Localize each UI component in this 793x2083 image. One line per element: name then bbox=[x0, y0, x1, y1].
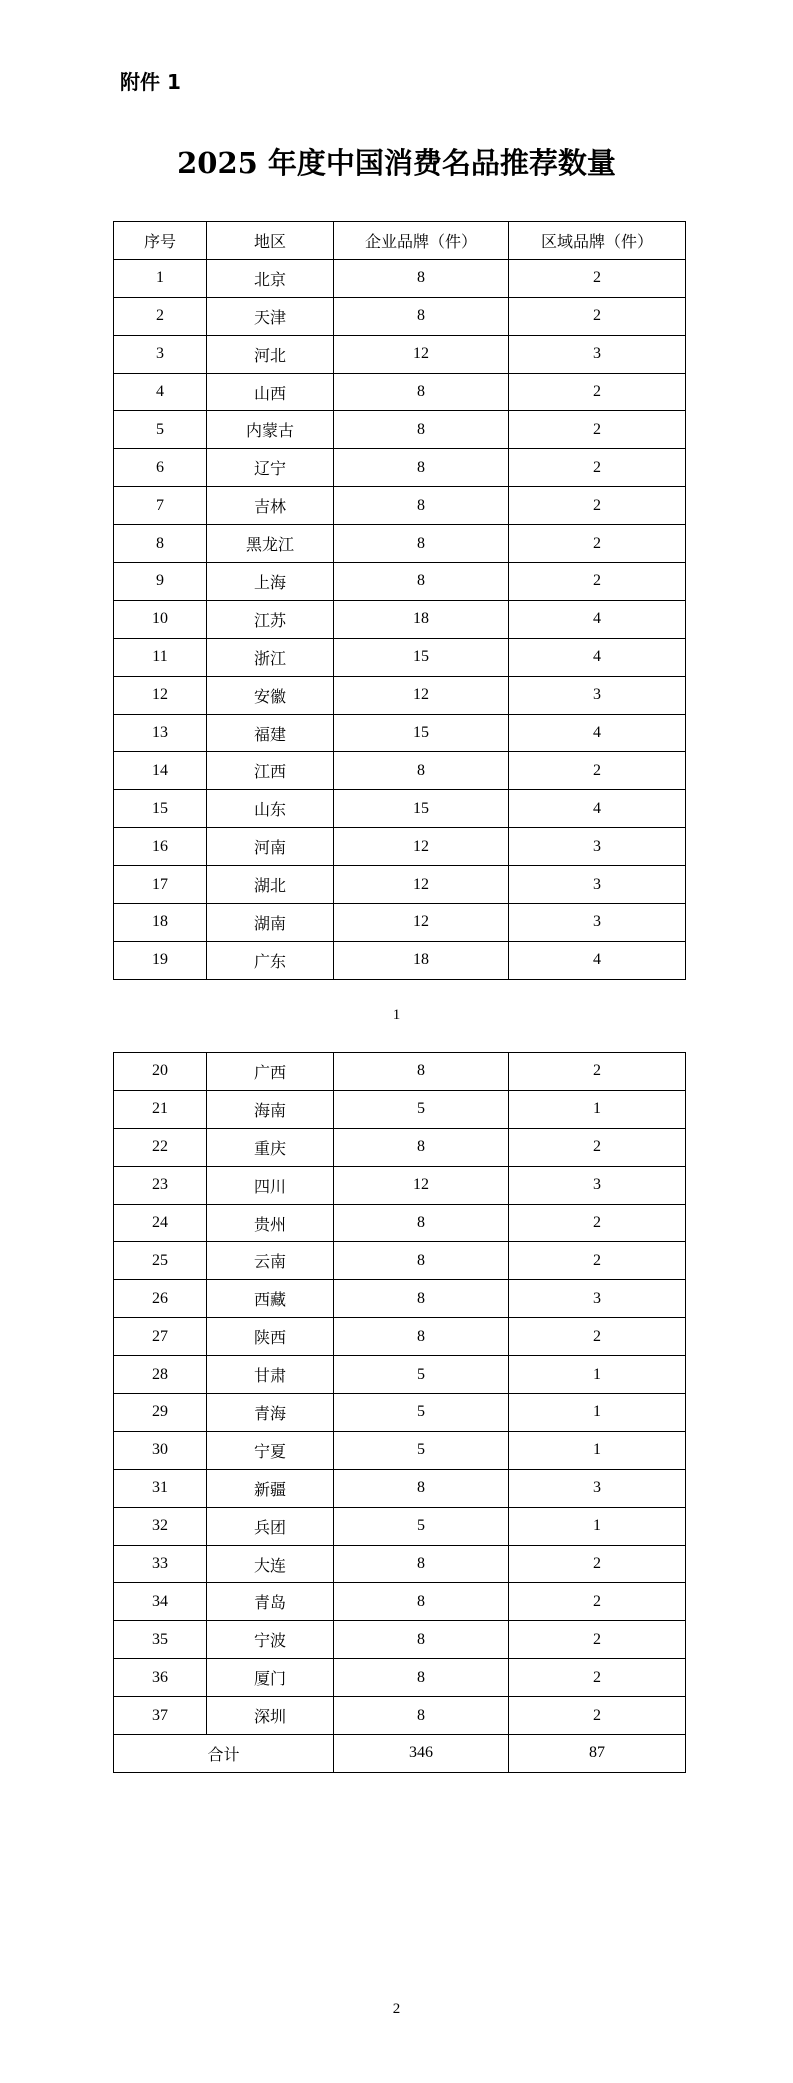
table-row bbox=[114, 335, 686, 373]
cell-region: 江苏 bbox=[207, 600, 334, 638]
table-row bbox=[114, 1469, 686, 1507]
cell-region: 山西 bbox=[207, 373, 334, 411]
cell-region: 四川 bbox=[207, 1166, 334, 1204]
cell-region: 辽宁 bbox=[207, 449, 334, 487]
cell-enterprise-brands: 8 bbox=[334, 1204, 509, 1242]
table-row bbox=[114, 1394, 686, 1432]
cell-regional-brands: 2 bbox=[509, 525, 686, 563]
cell-region: 湖北 bbox=[207, 866, 334, 904]
brand-count-table-page1 bbox=[113, 221, 686, 980]
cell-regional-brands: 2 bbox=[509, 1242, 686, 1280]
table-row bbox=[114, 904, 686, 942]
attachment-label: 附件 1 bbox=[120, 70, 181, 94]
table-row bbox=[114, 1356, 686, 1394]
table-header-row bbox=[114, 222, 686, 260]
cell-enterprise-brands: 5 bbox=[334, 1507, 509, 1545]
page-number: 1 bbox=[392, 1007, 401, 1023]
cell-enterprise-brands: 15 bbox=[334, 638, 509, 676]
cell-index: 22 bbox=[114, 1128, 207, 1166]
table-row bbox=[114, 676, 686, 714]
cell-index: 34 bbox=[114, 1583, 207, 1621]
cell-regional-brands: 3 bbox=[509, 866, 686, 904]
cell-index: 9 bbox=[114, 563, 207, 601]
cell-index: 1 bbox=[114, 259, 207, 297]
cell-enterprise-brands: 8 bbox=[334, 1697, 509, 1735]
cell-region: 青海 bbox=[207, 1394, 334, 1432]
cell-regional-brands: 4 bbox=[509, 790, 686, 828]
cell-region: 江西 bbox=[207, 752, 334, 790]
cell-region: 山东 bbox=[207, 790, 334, 828]
cell-enterprise-brands: 8 bbox=[334, 525, 509, 563]
cell-index: 13 bbox=[114, 714, 207, 752]
cell-index: 16 bbox=[114, 828, 207, 866]
cell-region: 宁波 bbox=[207, 1621, 334, 1659]
total-regional: 87 bbox=[509, 1735, 686, 1773]
cell-region: 福建 bbox=[207, 714, 334, 752]
cell-regional-brands: 3 bbox=[509, 904, 686, 942]
cell-region: 贵州 bbox=[207, 1204, 334, 1242]
cell-enterprise-brands: 8 bbox=[334, 1545, 509, 1583]
cell-index: 10 bbox=[114, 600, 207, 638]
table-row bbox=[114, 866, 686, 904]
cell-index: 30 bbox=[114, 1431, 207, 1469]
cell-index: 8 bbox=[114, 525, 207, 563]
cell-enterprise-brands: 8 bbox=[334, 752, 509, 790]
cell-index: 7 bbox=[114, 487, 207, 525]
cell-index: 36 bbox=[114, 1659, 207, 1697]
table-row bbox=[114, 373, 686, 411]
cell-index: 15 bbox=[114, 790, 207, 828]
cell-region: 云南 bbox=[207, 1242, 334, 1280]
table-row bbox=[114, 1507, 686, 1545]
cell-index: 23 bbox=[114, 1166, 207, 1204]
cell-region: 北京 bbox=[207, 259, 334, 297]
cell-index: 14 bbox=[114, 752, 207, 790]
cell-enterprise-brands: 12 bbox=[334, 866, 509, 904]
cell-regional-brands: 2 bbox=[509, 1697, 686, 1735]
cell-index: 2 bbox=[114, 297, 207, 335]
cell-region: 河北 bbox=[207, 335, 334, 373]
cell-region: 西藏 bbox=[207, 1280, 334, 1318]
cell-regional-brands: 2 bbox=[509, 297, 686, 335]
table-row bbox=[114, 1697, 686, 1735]
cell-regional-brands: 2 bbox=[509, 1053, 686, 1091]
cell-index: 29 bbox=[114, 1394, 207, 1432]
cell-index: 31 bbox=[114, 1469, 207, 1507]
cell-regional-brands: 3 bbox=[509, 1469, 686, 1507]
cell-index: 28 bbox=[114, 1356, 207, 1394]
cell-enterprise-brands: 5 bbox=[334, 1356, 509, 1394]
cell-region: 吉林 bbox=[207, 487, 334, 525]
cell-regional-brands: 2 bbox=[509, 373, 686, 411]
cell-regional-brands: 4 bbox=[509, 941, 686, 979]
cell-enterprise-brands: 5 bbox=[334, 1394, 509, 1432]
cell-regional-brands: 1 bbox=[509, 1507, 686, 1545]
cell-regional-brands: 2 bbox=[509, 1621, 686, 1659]
cell-index: 20 bbox=[114, 1053, 207, 1091]
cell-regional-brands: 4 bbox=[509, 600, 686, 638]
cell-region: 兵团 bbox=[207, 1507, 334, 1545]
cell-regional-brands: 2 bbox=[509, 1204, 686, 1242]
cell-regional-brands: 2 bbox=[509, 449, 686, 487]
cell-index: 11 bbox=[114, 638, 207, 676]
cell-enterprise-brands: 5 bbox=[334, 1090, 509, 1128]
header-region: 地区 bbox=[207, 222, 334, 260]
cell-region: 重庆 bbox=[207, 1128, 334, 1166]
cell-enterprise-brands: 8 bbox=[334, 259, 509, 297]
cell-region: 青岛 bbox=[207, 1583, 334, 1621]
cell-regional-brands: 4 bbox=[509, 638, 686, 676]
cell-enterprise-brands: 15 bbox=[334, 790, 509, 828]
table-row bbox=[114, 1204, 686, 1242]
cell-enterprise-brands: 8 bbox=[334, 1621, 509, 1659]
cell-enterprise-brands: 12 bbox=[334, 676, 509, 714]
cell-index: 6 bbox=[114, 449, 207, 487]
cell-regional-brands: 1 bbox=[509, 1090, 686, 1128]
cell-region: 厦门 bbox=[207, 1659, 334, 1697]
cell-region: 广东 bbox=[207, 941, 334, 979]
cell-enterprise-brands: 12 bbox=[334, 828, 509, 866]
cell-enterprise-brands: 8 bbox=[334, 411, 509, 449]
cell-index: 19 bbox=[114, 941, 207, 979]
cell-regional-brands: 2 bbox=[509, 563, 686, 601]
cell-enterprise-brands: 8 bbox=[334, 1469, 509, 1507]
total-label: 合计 bbox=[114, 1735, 334, 1773]
table-row bbox=[114, 828, 686, 866]
header-enterprise-brands: 企业品牌（件） bbox=[334, 222, 509, 260]
brand-count-table-page2 bbox=[113, 1052, 686, 1773]
table-row bbox=[114, 714, 686, 752]
cell-regional-brands: 2 bbox=[509, 259, 686, 297]
cell-index: 37 bbox=[114, 1697, 207, 1735]
cell-regional-brands: 3 bbox=[509, 1166, 686, 1204]
cell-region: 陕西 bbox=[207, 1318, 334, 1356]
cell-region: 宁夏 bbox=[207, 1431, 334, 1469]
table-row bbox=[114, 600, 686, 638]
cell-enterprise-brands: 8 bbox=[334, 1128, 509, 1166]
table-row bbox=[114, 449, 686, 487]
cell-enterprise-brands: 8 bbox=[334, 1659, 509, 1697]
cell-region: 大连 bbox=[207, 1545, 334, 1583]
cell-region: 上海 bbox=[207, 563, 334, 601]
cell-index: 21 bbox=[114, 1090, 207, 1128]
cell-index: 33 bbox=[114, 1545, 207, 1583]
cell-enterprise-brands: 8 bbox=[334, 373, 509, 411]
cell-region: 天津 bbox=[207, 297, 334, 335]
table-row bbox=[114, 1090, 686, 1128]
table-row bbox=[114, 1242, 686, 1280]
cell-index: 32 bbox=[114, 1507, 207, 1545]
table-row bbox=[114, 1583, 686, 1621]
cell-regional-brands: 3 bbox=[509, 828, 686, 866]
cell-index: 4 bbox=[114, 373, 207, 411]
cell-enterprise-brands: 12 bbox=[334, 904, 509, 942]
table-row bbox=[114, 1431, 686, 1469]
cell-region: 新疆 bbox=[207, 1469, 334, 1507]
cell-enterprise-brands: 8 bbox=[334, 1053, 509, 1091]
cell-enterprise-brands: 8 bbox=[334, 1280, 509, 1318]
table-row bbox=[114, 941, 686, 979]
table-row bbox=[114, 411, 686, 449]
table-row bbox=[114, 1166, 686, 1204]
cell-regional-brands: 2 bbox=[509, 487, 686, 525]
table-row bbox=[114, 1280, 686, 1318]
cell-regional-brands: 2 bbox=[509, 411, 686, 449]
table-body-page2 bbox=[114, 1053, 686, 1735]
cell-regional-brands: 2 bbox=[509, 1659, 686, 1697]
cell-regional-brands: 2 bbox=[509, 1545, 686, 1583]
cell-region: 广西 bbox=[207, 1053, 334, 1091]
table-row bbox=[114, 638, 686, 676]
cell-index: 27 bbox=[114, 1318, 207, 1356]
cell-index: 12 bbox=[114, 676, 207, 714]
cell-region: 海南 bbox=[207, 1090, 334, 1128]
header-regional-brands: 区域品牌（件） bbox=[509, 222, 686, 260]
cell-enterprise-brands: 8 bbox=[334, 1583, 509, 1621]
table-row bbox=[114, 297, 686, 335]
table-row bbox=[114, 1621, 686, 1659]
cell-enterprise-brands: 8 bbox=[334, 297, 509, 335]
total-row bbox=[114, 1735, 686, 1773]
cell-regional-brands: 2 bbox=[509, 1583, 686, 1621]
cell-regional-brands: 1 bbox=[509, 1431, 686, 1469]
cell-region: 浙江 bbox=[207, 638, 334, 676]
table-row bbox=[114, 563, 686, 601]
cell-region: 河南 bbox=[207, 828, 334, 866]
total-enterprise: 346 bbox=[334, 1735, 509, 1773]
cell-index: 17 bbox=[114, 866, 207, 904]
page-title: 2025 年度中国消费名品推荐数量 bbox=[177, 146, 616, 180]
cell-region: 湖南 bbox=[207, 904, 334, 942]
cell-index: 26 bbox=[114, 1280, 207, 1318]
cell-enterprise-brands: 12 bbox=[334, 1166, 509, 1204]
cell-enterprise-brands: 8 bbox=[334, 1242, 509, 1280]
table-row bbox=[114, 752, 686, 790]
cell-region: 深圳 bbox=[207, 1697, 334, 1735]
cell-region: 黑龙江 bbox=[207, 525, 334, 563]
table-row bbox=[114, 1053, 686, 1091]
cell-regional-brands: 1 bbox=[509, 1394, 686, 1432]
cell-enterprise-brands: 15 bbox=[334, 714, 509, 752]
cell-regional-brands: 2 bbox=[509, 1128, 686, 1166]
cell-index: 24 bbox=[114, 1204, 207, 1242]
header-index: 序号 bbox=[114, 222, 207, 260]
cell-enterprise-brands: 18 bbox=[334, 600, 509, 638]
cell-enterprise-brands: 8 bbox=[334, 449, 509, 487]
table-row bbox=[114, 259, 686, 297]
table-row bbox=[114, 487, 686, 525]
cell-regional-brands: 3 bbox=[509, 335, 686, 373]
table-row bbox=[114, 1659, 686, 1697]
cell-index: 18 bbox=[114, 904, 207, 942]
cell-enterprise-brands: 12 bbox=[334, 335, 509, 373]
cell-regional-brands: 2 bbox=[509, 752, 686, 790]
cell-regional-brands: 4 bbox=[509, 714, 686, 752]
cell-enterprise-brands: 8 bbox=[334, 487, 509, 525]
cell-index: 5 bbox=[114, 411, 207, 449]
cell-regional-brands: 2 bbox=[509, 1318, 686, 1356]
cell-region: 内蒙古 bbox=[207, 411, 334, 449]
cell-index: 35 bbox=[114, 1621, 207, 1659]
cell-regional-brands: 3 bbox=[509, 1280, 686, 1318]
cell-region: 安徽 bbox=[207, 676, 334, 714]
cell-regional-brands: 3 bbox=[509, 676, 686, 714]
page-number: 2 bbox=[392, 2001, 401, 2017]
table-row bbox=[114, 525, 686, 563]
table-row bbox=[114, 1545, 686, 1583]
table-body-page1 bbox=[114, 259, 686, 979]
cell-enterprise-brands: 8 bbox=[334, 563, 509, 601]
table-row bbox=[114, 790, 686, 828]
cell-enterprise-brands: 5 bbox=[334, 1431, 509, 1469]
cell-index: 25 bbox=[114, 1242, 207, 1280]
cell-enterprise-brands: 18 bbox=[334, 941, 509, 979]
cell-enterprise-brands: 8 bbox=[334, 1318, 509, 1356]
table-row bbox=[114, 1128, 686, 1166]
table-row bbox=[114, 1318, 686, 1356]
cell-region: 甘肃 bbox=[207, 1356, 334, 1394]
cell-index: 3 bbox=[114, 335, 207, 373]
cell-regional-brands: 1 bbox=[509, 1356, 686, 1394]
